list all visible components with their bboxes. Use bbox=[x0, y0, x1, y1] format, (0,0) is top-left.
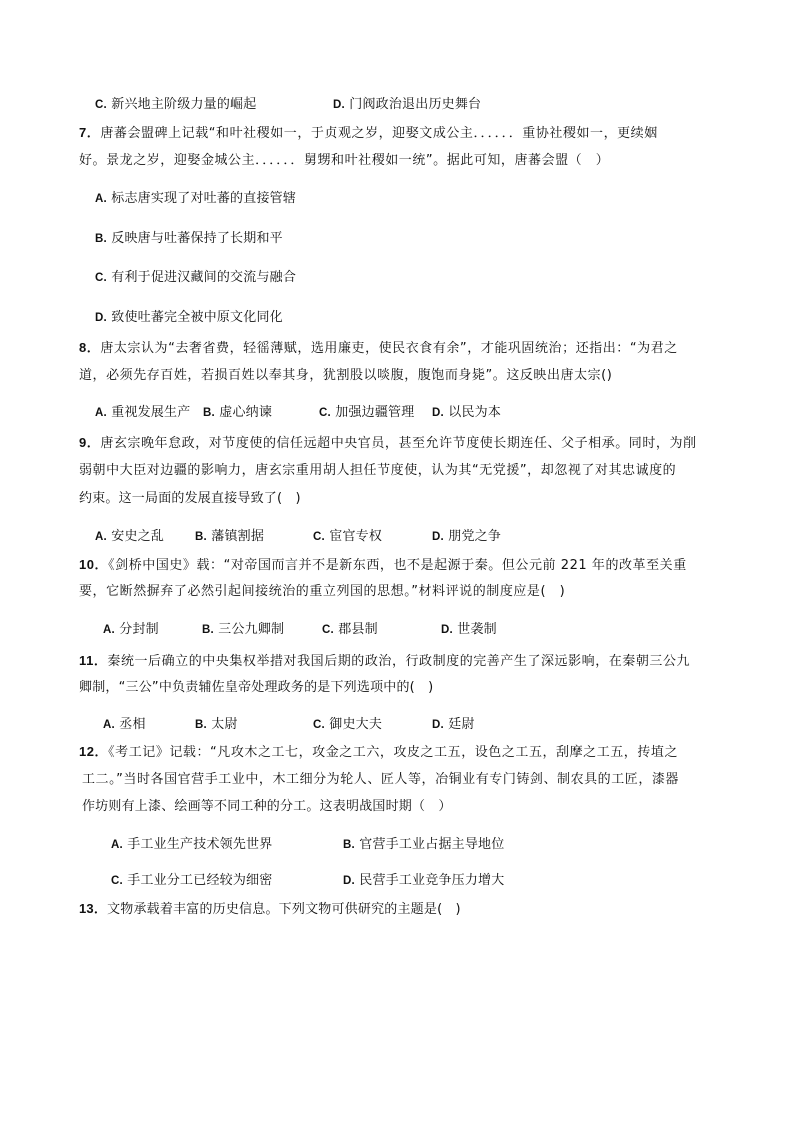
q12-option-a: A. 手工业生产技术领先世界 bbox=[111, 837, 273, 852]
q7-option-d: D. 致使吐蕃完全被中原文化同化 bbox=[95, 310, 283, 325]
q7-stem-line2: 好。景龙之岁，迎娶金城公主．．．．．．舅甥和叶社稷如一统”。据此可知，唐蕃会盟（ ） bbox=[79, 153, 610, 168]
q8-stem-line2: 道，必须先存百姓，若损百姓以奉其身，犹割股以啖腹，腹饱而身毙”。这反映出唐太宗() bbox=[79, 368, 613, 383]
q8-option-b: B. 虚心纳谏 bbox=[203, 405, 273, 420]
q12-stem-line1: 12．《考工记》记载：“凡攻木之工七，攻金之工六，攻皮之工五，设色之工五，刮摩之工五，抟埴之 bbox=[79, 744, 679, 760]
q6-option-c: C. 新兴地主阶级力量的崛起 bbox=[95, 97, 257, 112]
q7-option-c: C. 有利于促进汉藏间的交流与融合 bbox=[95, 270, 297, 285]
q12-option-d: D. 民营手工业竞争压力增大 bbox=[343, 873, 505, 888]
q7-option-a: A. 标志唐实现了对吐蕃的直接管辖 bbox=[95, 191, 297, 206]
q9-option-d: D. 朋党之争 bbox=[432, 529, 502, 544]
q12-option-c: C. 手工业分工已经较为细密 bbox=[111, 873, 273, 888]
q12-stem-line3: 作坊则有上漆、绘画等不同工种的分工。这表明战国时期（ ） bbox=[82, 799, 452, 814]
q9-option-c: C. 宦官专权 bbox=[313, 529, 383, 544]
q7-number: 7． bbox=[79, 125, 101, 140]
q7-stem-line1: 7．唐蕃会盟碑上记载“和叶社稷如一，于贞观之岁，迎娶文成公主．．．．．．重协社稷如一，更续姻 bbox=[79, 125, 658, 141]
q8-option-c: C. 加强边疆管理 bbox=[319, 405, 415, 420]
q9-stem-line2: 弱朝中大臣对边疆的影响力，唐玄宗重用胡人担任节度使，认为其“无党援”，却忽视了对其忠诚度的 bbox=[79, 463, 677, 478]
q9-number: 9． bbox=[79, 435, 101, 450]
q9-option-b: B. 藩镇割据 bbox=[195, 529, 265, 544]
q11-option-d: D. 廷尉 bbox=[432, 717, 475, 732]
q10-option-c: C. 郡县制 bbox=[322, 622, 378, 637]
q10-option-b: B. 三公九卿制 bbox=[202, 622, 285, 637]
q12-number: 12． bbox=[79, 744, 109, 759]
q11-stem-line1: 11．秦统一后确立的中央集权举措对我国后期的政治，行政制度的完善产生了深远影响，在秦朝三公九 bbox=[79, 653, 691, 669]
q8-number: 8． bbox=[79, 340, 101, 355]
q10-stem-line2: 要，它断然摒弃了必然引起间接统治的重立列国的思想。”材料评说的制度应是( ) bbox=[79, 584, 566, 599]
q10-number: 10． bbox=[79, 557, 109, 572]
q8-option-a: A. 重视发展生产 bbox=[95, 405, 191, 420]
q12-option-b: B. 官营手工业占据主导地位 bbox=[343, 837, 505, 852]
q11-option-b: B. 太尉 bbox=[195, 717, 238, 732]
q7-option-b: B. 反映唐与吐蕃保持了长期和平 bbox=[95, 231, 283, 246]
q8-stem-line1: 8．唐太宗认为“去奢省费，轻徭薄赋，选用廉吏，使民衣食有余”，才能巩固统治；还指出：“为君之 bbox=[79, 340, 678, 356]
q13-stem-line1: 13．文物承载着丰富的历史信息。下列文物可供研究的主题是( ) bbox=[79, 901, 461, 917]
q12-stem-line2: 工二。”当时各国官营手工业中，木工细分为轮人、匠人等，冶铜业有专门铸剑、制农具的工匠，漆器 bbox=[82, 772, 679, 787]
q6-option-d: D. 门阀政治退出历史舞台 bbox=[333, 97, 482, 112]
q11-number: 11． bbox=[79, 653, 108, 668]
q10-option-d: D. 世袭制 bbox=[441, 622, 497, 637]
q8-option-d: D. 以民为本 bbox=[432, 405, 502, 420]
q13-number: 13． bbox=[79, 901, 108, 916]
q11-option-c: C. 御史大夫 bbox=[313, 717, 383, 732]
q9-stem-line3: 约束。这一局面的发展直接导致了( ) bbox=[79, 491, 301, 506]
q10-option-a: A. 分封制 bbox=[103, 622, 159, 637]
q11-stem-line2: 卿制，“三公”中负责辅佐皇帝处理政务的是下列选项中的( ) bbox=[79, 680, 434, 695]
q9-stem-line1: 9．唐玄宗晚年怠政，对节度使的信任远超中央官员，甚至允许节度使长期连任、父子相承。同时，为削 bbox=[79, 435, 697, 451]
q10-stem-line1: 10．《剑桥中国史》载：“对帝国而言并不是新东西，也不是起源于秦。但公元前 221 年的改革至关重 bbox=[79, 557, 687, 573]
q11-option-a: A. 丞相 bbox=[103, 717, 146, 732]
q9-option-a: A. 安史之乱 bbox=[95, 529, 165, 544]
